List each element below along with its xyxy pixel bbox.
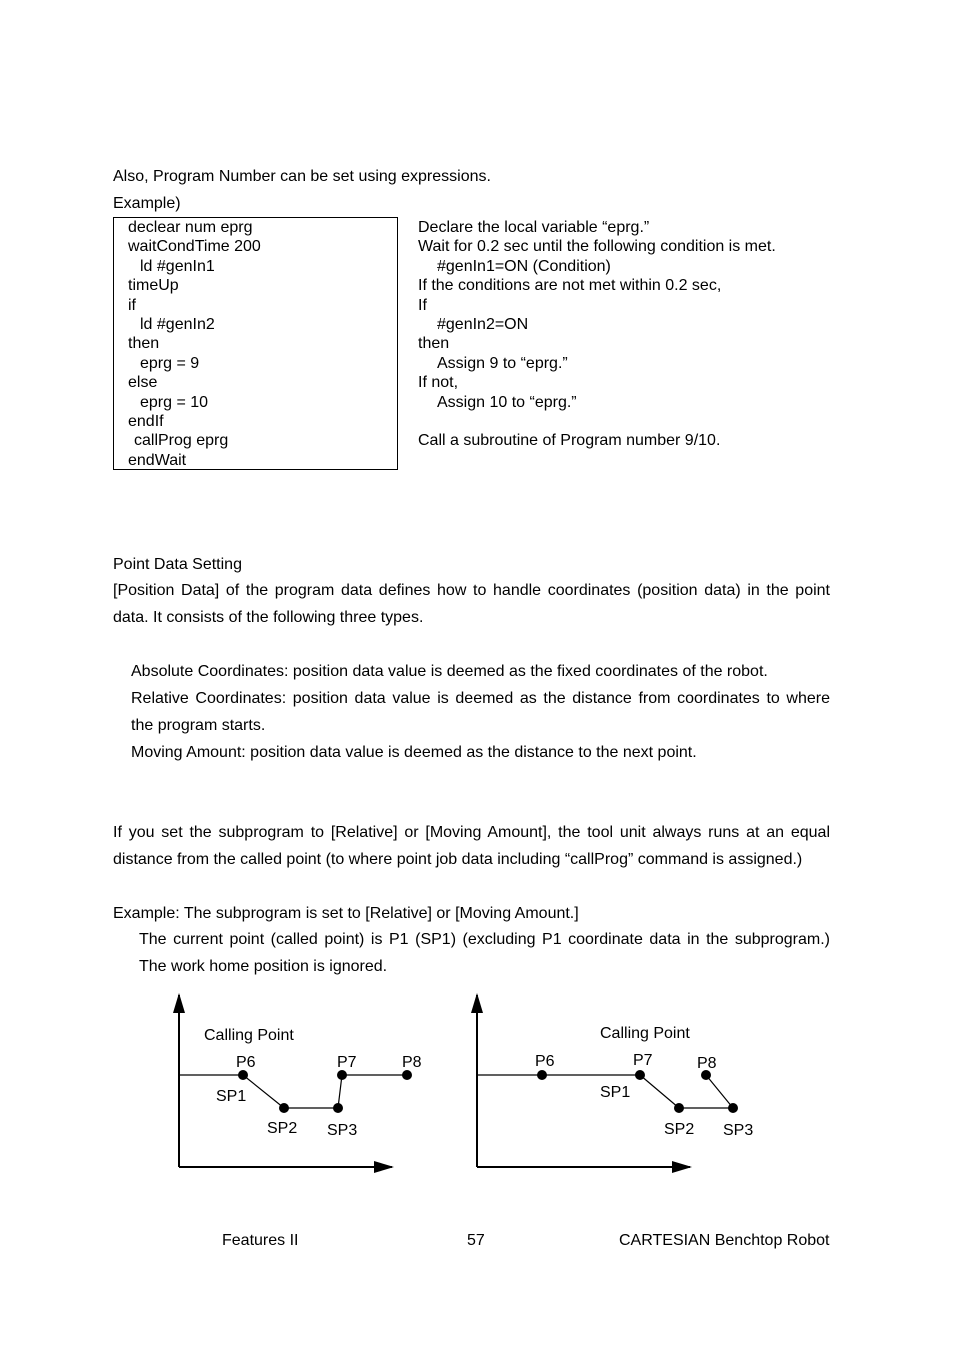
explanation-line: #genIn1=ON (Condition) bbox=[437, 257, 611, 275]
explanation-line: If not, bbox=[418, 374, 459, 392]
label-p8: P8 bbox=[697, 1055, 717, 1072]
example2-line1: The current point (called point) is P1 (SP1) (excluding P1 coordinate data in the subprogram.) bbox=[139, 931, 830, 948]
label-p6: P6 bbox=[535, 1053, 555, 1070]
type-relative-line2: the program starts. bbox=[131, 717, 266, 734]
label-p6: P6 bbox=[236, 1054, 256, 1071]
footer-left: Features II bbox=[222, 1232, 299, 1249]
explanation-line: #genIn2=ON bbox=[437, 316, 529, 333]
section-title: Point Data Setting bbox=[113, 556, 242, 573]
example-label: Example) bbox=[113, 195, 181, 212]
point-sp3 bbox=[728, 1103, 738, 1113]
diagram-right bbox=[477, 995, 753, 1167]
code-line: timeUp bbox=[128, 277, 179, 295]
explanation-line: then bbox=[418, 335, 450, 353]
code-line: eprg = 10 bbox=[140, 393, 209, 411]
type-moving: Moving Amount: position data value is deemed as the distance to the next point. bbox=[131, 744, 697, 761]
label-p7: P7 bbox=[337, 1054, 357, 1071]
para1-line2: data. It consists of the following three types. bbox=[113, 609, 424, 626]
label-sp3: SP3 bbox=[327, 1122, 358, 1139]
label-p7: P7 bbox=[633, 1052, 653, 1069]
footer-right: CARTESIAN Benchtop Robot bbox=[619, 1232, 830, 1249]
point-p6 bbox=[537, 1070, 547, 1080]
label-sp1: SP1 bbox=[600, 1084, 631, 1101]
point-p7 bbox=[337, 1070, 347, 1080]
label-sp2: SP2 bbox=[664, 1121, 695, 1138]
example2-title: Example: The subprogram is set to [Relative] or [Moving Amount.] bbox=[113, 905, 579, 922]
intro-text: Also, Program Number can be set using expressions. bbox=[113, 168, 491, 185]
explanation-line: Wait for 0.2 sec until the following condition is met. bbox=[418, 238, 776, 256]
explanation-line: Declare the local variable “eprg.” bbox=[418, 219, 650, 236]
para2-line2: distance from the called point (to where point job data including “callProg” command is assigned.) bbox=[113, 851, 803, 868]
type-absolute: Absolute Coordinates: position data value is deemed as the fixed coordinates of the robot. bbox=[131, 663, 768, 680]
code-line: endWait bbox=[128, 451, 187, 469]
point-sp2 bbox=[279, 1103, 289, 1113]
para1-line1: [Position Data] of the program data defines how to handle coordinates (position data) in the point bbox=[113, 582, 830, 599]
point-p7 bbox=[635, 1070, 645, 1080]
code-line: ld #genIn2 bbox=[140, 316, 215, 333]
explanation-line: Assign 9 to “eprg.” bbox=[437, 354, 568, 372]
explanation-line: If bbox=[418, 296, 427, 314]
example2-line2: The work home position is ignored. bbox=[139, 958, 388, 975]
diagram-left bbox=[179, 995, 422, 1167]
label-calling-point: Calling Point bbox=[204, 1027, 294, 1044]
explanation-line: Assign 10 to “eprg.” bbox=[437, 393, 577, 411]
point-p8 bbox=[402, 1070, 412, 1080]
code-line: if bbox=[128, 296, 136, 314]
label-calling-point: Calling Point bbox=[600, 1025, 690, 1042]
code-line: endIf bbox=[128, 413, 164, 430]
code-line: then bbox=[128, 335, 160, 353]
footer-page-number: 57 bbox=[467, 1232, 485, 1249]
point-sp2 bbox=[674, 1103, 684, 1113]
para2-line1: If you set the subprogram to [Relative] or [Moving Amount], the tool unit always runs at an equal bbox=[113, 824, 830, 841]
type-relative-line1: Relative Coordinates: position data value is deemed as the distance from coordinates to where bbox=[131, 690, 830, 707]
point-p6 bbox=[238, 1070, 248, 1080]
code-line: ld #genIn1 bbox=[140, 257, 215, 275]
point-sp3 bbox=[333, 1103, 343, 1113]
explanation-line: If the conditions are not met within 0.2 sec, bbox=[418, 277, 722, 295]
code-line: eprg = 9 bbox=[140, 354, 200, 372]
explanation-line: Call a subroutine of Program number 9/10. bbox=[418, 432, 721, 450]
code-line: waitCondTime 200 bbox=[128, 238, 261, 256]
label-sp1: SP1 bbox=[216, 1088, 247, 1105]
code-line: callProg eprg bbox=[134, 432, 229, 450]
code-line: else bbox=[128, 374, 158, 392]
path-line bbox=[179, 1075, 407, 1108]
code-line: declear num eprg bbox=[128, 219, 253, 236]
label-sp2: SP2 bbox=[267, 1120, 298, 1137]
label-sp3: SP3 bbox=[723, 1122, 754, 1139]
label-p8: P8 bbox=[402, 1054, 422, 1071]
